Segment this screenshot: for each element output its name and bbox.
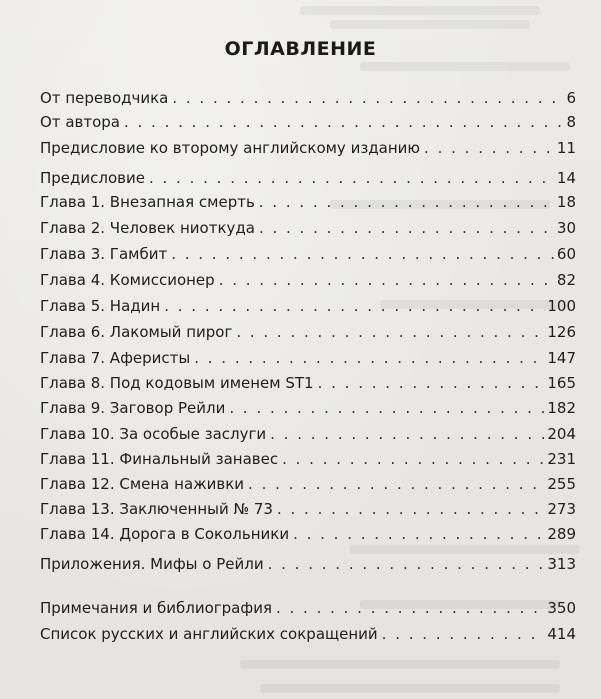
toc-leader-dots bbox=[382, 622, 546, 646]
toc-entry bbox=[40, 86, 576, 110]
toc-entry bbox=[40, 190, 576, 214]
toc-entry-page: 414 bbox=[547, 625, 576, 643]
toc-entry-page: 82 bbox=[556, 271, 576, 289]
toc-leader-dots bbox=[276, 596, 545, 620]
toc-entry bbox=[40, 294, 576, 318]
toc-entry-label: Глава 1. Внезапная смерть bbox=[40, 193, 255, 211]
toc-entry bbox=[40, 396, 576, 420]
toc-entry bbox=[40, 242, 576, 266]
toc-entry-label: Приложения. Мифы о Рейли bbox=[40, 555, 264, 573]
toc-entry bbox=[40, 596, 576, 620]
toc-leader-dots bbox=[149, 166, 555, 190]
toc-entry-label: Глава 14. Дорога в Сокольники bbox=[40, 525, 290, 543]
toc-leader-dots bbox=[270, 422, 545, 446]
toc-entry bbox=[40, 472, 576, 496]
toc-leader-dots bbox=[318, 371, 546, 395]
page-title: ОГЛАВЛЕНИЕ bbox=[224, 38, 377, 60]
toc-entry-page: 30 bbox=[556, 219, 576, 237]
toc-entry-page: 126 bbox=[547, 323, 576, 341]
toc-entry bbox=[40, 422, 576, 446]
toc-leader-dots bbox=[171, 242, 555, 266]
toc-entry-label: Предисловие ко второму английскому изданию bbox=[40, 139, 421, 157]
toc-entry-page: 165 bbox=[547, 374, 576, 392]
toc-entry-page: 231 bbox=[547, 450, 576, 468]
toc-entry-label: Глава 4. Комиссионер bbox=[40, 271, 215, 289]
toc-leader-dots bbox=[259, 216, 555, 240]
toc-entry-page: 313 bbox=[547, 555, 576, 573]
toc-leader-dots bbox=[268, 552, 546, 576]
toc-entry bbox=[40, 522, 576, 546]
toc-leader-dots bbox=[236, 320, 545, 344]
toc-entry-page: 182 bbox=[547, 399, 576, 417]
toc-entry bbox=[40, 110, 576, 134]
toc-leader-dots bbox=[282, 447, 545, 471]
toc-entry-page: 14 bbox=[556, 169, 576, 187]
toc-entry-page: 204 bbox=[547, 425, 576, 443]
toc-entry-label: Глава 8. Под кодовым именем ST1 bbox=[40, 374, 314, 392]
toc-entry bbox=[40, 447, 576, 471]
toc-entry-page: 255 bbox=[547, 475, 576, 493]
toc-entry-page: 289 bbox=[547, 525, 576, 543]
toc-entry-page: 147 bbox=[547, 349, 576, 367]
toc-entry-label: Глава 12. Смена наживки bbox=[40, 475, 245, 493]
toc-entry-label: Глава 3. Гамбит bbox=[40, 245, 168, 263]
toc-leader-dots bbox=[172, 86, 564, 110]
toc-entry-page: 273 bbox=[547, 500, 576, 518]
toc-entry-page: 100 bbox=[547, 297, 576, 315]
toc-leader-dots bbox=[229, 396, 545, 420]
toc-entry-label: Глава 5. Надин bbox=[40, 297, 161, 315]
toc-entry-label: От автора bbox=[40, 113, 120, 131]
toc-leader-dots bbox=[164, 294, 545, 318]
toc-entry-label: Глава 9. Заговор Рейли bbox=[40, 399, 226, 417]
toc-entry-label: Глава 6. Лакомый пирог bbox=[40, 323, 233, 341]
toc-entry bbox=[40, 552, 576, 576]
toc-leader-dots bbox=[259, 190, 555, 214]
toc-entry-page: 11 bbox=[556, 139, 576, 157]
toc-entry bbox=[40, 320, 576, 344]
toc-entry bbox=[40, 136, 576, 160]
toc-entry bbox=[40, 216, 576, 240]
toc-leader-dots bbox=[293, 522, 545, 546]
toc-entry-label: Глава 11. Финальный занавес bbox=[40, 450, 279, 468]
toc-entry-label: Предисловие bbox=[40, 169, 145, 187]
toc-entry-label: Примечания и библиография bbox=[40, 599, 272, 617]
toc-entry bbox=[40, 346, 576, 370]
toc-leader-dots bbox=[124, 110, 564, 134]
toc-entry-label: Глава 2. Человек ниоткуда bbox=[40, 219, 255, 237]
toc-entry-label: Глава 13. Заключенный № 73 bbox=[40, 500, 273, 518]
toc-leader-dots bbox=[219, 268, 555, 292]
toc-entry bbox=[40, 497, 576, 521]
toc-entry-page: 6 bbox=[566, 89, 576, 107]
toc-entry-page: 18 bbox=[556, 193, 576, 211]
toc-entry-label: Глава 10. За особые заслуги bbox=[40, 425, 267, 443]
toc-entry-page: 8 bbox=[566, 113, 576, 131]
toc-leader-dots bbox=[424, 136, 555, 160]
toc-entry-page: 60 bbox=[556, 245, 576, 263]
toc-entry-label: Глава 7. Аферисты bbox=[40, 349, 191, 367]
toc-entry-label: От переводчика bbox=[40, 89, 169, 107]
toc-leader-dots bbox=[194, 346, 545, 370]
toc-entry bbox=[40, 166, 576, 190]
toc-entry-label: Список русских и английских сокращений bbox=[40, 625, 378, 643]
toc-entry bbox=[40, 622, 576, 646]
toc-entry bbox=[40, 268, 576, 292]
toc-entry-page: 350 bbox=[547, 599, 576, 617]
toc-leader-dots bbox=[277, 497, 545, 521]
toc-leader-dots bbox=[248, 472, 545, 496]
toc-entry bbox=[40, 371, 576, 395]
